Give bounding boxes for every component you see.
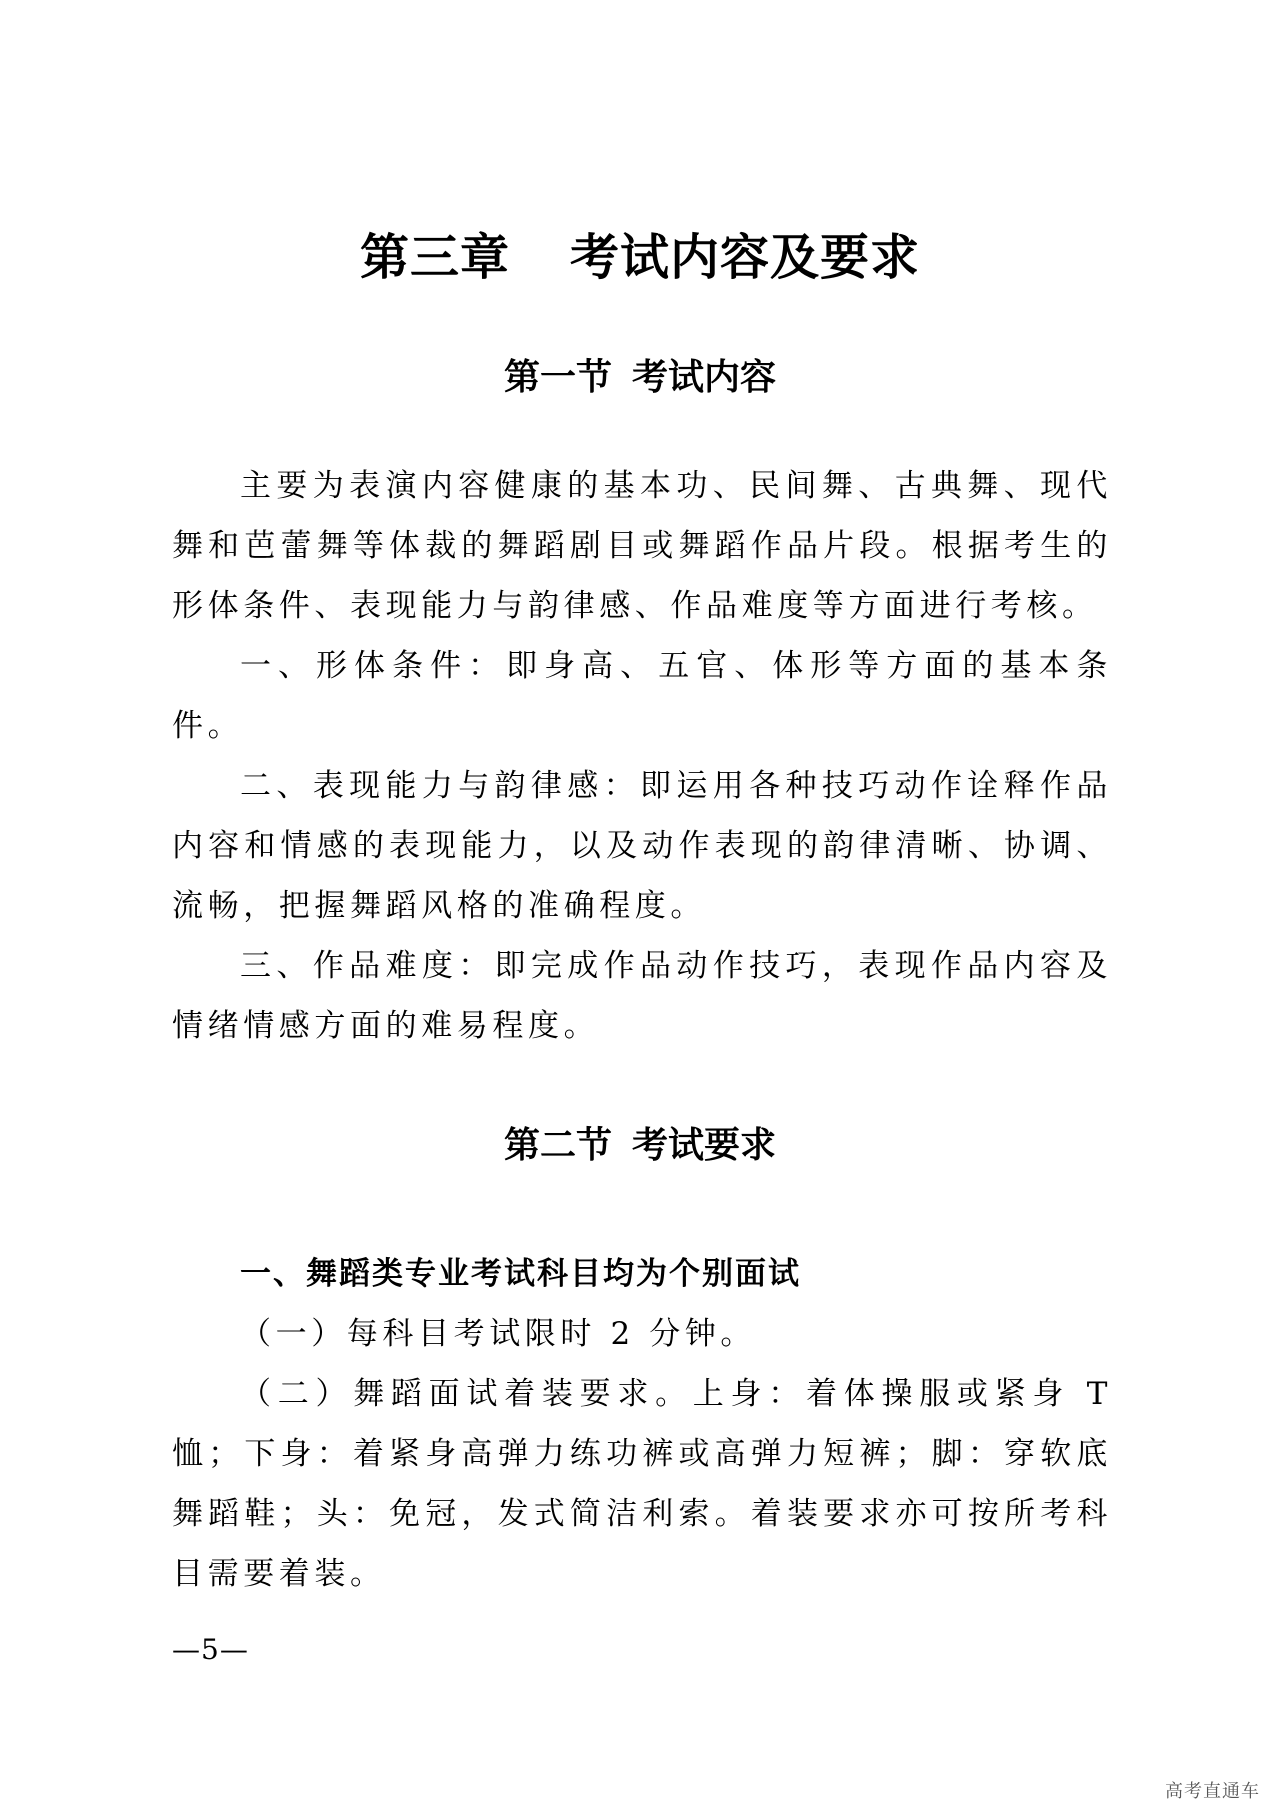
section-2-number: 第二节 [503,1125,612,1166]
section-2-body [172,1244,1112,1604]
section-1-number: 第一节 [503,357,612,398]
section-1-paragraph: 二、表现能力与韵律感：即运用各种技巧动作诠释作品内容和情感的表现能力，以及动作表现的韵律清晰、协调、流畅，把握舞蹈风格的准确程度。 [172,768,1112,924]
section-1-paragraph: 三、作品难度：即完成作品动作技巧，表现作品内容及情绪情感方面的难易程度。 [172,948,1112,1044]
section-1-paragraph: 主要为表演内容健康的基本功、民间舞、古典舞、现代舞和芭蕾舞等体裁的舞蹈剧目或舞蹈作品片段。根据考生的形体条件、表现能力与韵律感、作品难度等方面进行考核。 [172,468,1112,624]
section-2-subheading: 一、舞蹈类专业考试科目均为个别面试 [240,1256,801,1292]
chapter-title-text: 考试内容及要求 [570,229,921,286]
chapter-number: 第三章 [359,229,510,286]
section-1-title [0,356,1280,400]
chapter-title [0,228,1280,288]
section-1-paragraph: 一、形体条件：即身高、五官、体形等方面的基本条件。 [172,648,1112,744]
section-2-paragraph: （二）舞蹈面试着装要求。上身：着体操服或紧身 T 恤；下身：着紧身高弹力练功裤或高弹力短裤；脚：穿软底舞蹈鞋；头：免冠，发式简洁利索。着装要求亦可按所考科目需要着装。 [172,1376,1112,1592]
watermark: 高考直通车 [1165,1781,1260,1802]
section-2-title-text: 考试要求 [632,1125,777,1166]
section-1-body [172,456,1112,1056]
section-2-paragraph: （一）每科目考试限时 2 分钟。 [240,1316,757,1352]
page-number: —5— [172,1633,249,1666]
section-1-title-text: 考试内容 [632,357,777,398]
section-2-title [0,1124,1280,1168]
